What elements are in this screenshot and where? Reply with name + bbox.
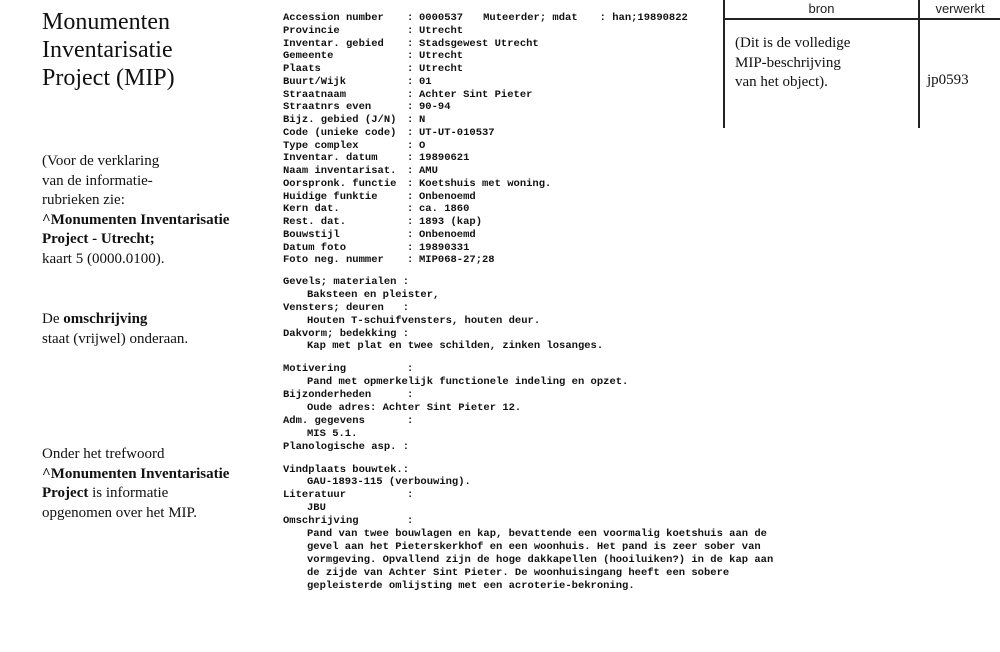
field-label: Bijz. gebied (J/N) [283,114,397,126]
mutator-label: Muteerder; mdat [483,12,578,24]
field-value: 01 [419,75,432,88]
field-separator: : [407,50,414,63]
record-details [283,276,813,592]
field-label: Vindplaats bouwtek.: [283,463,410,476]
description-line: vormgeving. Opvallend zijn de hoge dakkapellen (hooiluiken?) in de kap aan [307,553,774,566]
field-row [283,191,803,204]
field-value: 1893 (kap) [419,216,483,228]
field-separator: : [407,165,414,177]
field-value: JBU [307,502,326,515]
note-line: staat (vrijwel) onderaan. [42,330,189,347]
field-label: Inventar. gebied [283,37,384,50]
field-value: UT-UT-010537 [419,126,495,139]
field-row [283,89,803,102]
field-label: Kern dat. [283,203,340,216]
field-separator: : [407,177,414,190]
field-row [283,363,813,376]
field-separator: : [407,37,414,50]
field-value: N [419,114,426,126]
field-row [283,389,813,402]
field-separator: : [407,363,414,376]
field-label: Plaats [283,63,321,75]
field-separator: : [407,24,414,37]
field-row [283,38,803,51]
field-separator: : [407,63,414,75]
field-separator: : [407,152,414,165]
field-value: Utrecht [419,24,464,37]
field-row [283,140,803,153]
note-line: van de informatie- [42,172,153,189]
reference-link[interactable]: Project [42,485,89,502]
field-value: Koetshuis met woning. [419,177,552,190]
field-separator: : [407,216,414,228]
field-value: 0000537 [419,12,464,24]
field-label: Accession number [283,12,384,24]
record-fields [283,12,803,267]
column-header-verwerkt: verwerkt [935,1,985,16]
field-separator: : [407,515,414,528]
bron-line: (Dit is de volledige [735,35,851,51]
field-separator: : [407,414,414,427]
field-row [283,415,813,428]
description-line: gepleisterde omlijsting met een acroterie-bekroning. [307,579,635,592]
note-text: is informatie [88,485,169,502]
field-row [283,165,803,178]
field-label: Inventar. datum [283,152,378,165]
field-separator: : [407,126,414,139]
field-row [283,515,813,528]
field-value: Baksteen en pleister, [307,288,440,301]
note-line: kaart 5 (0000.0100). [42,250,165,267]
title-line: Inventarisatie [42,37,173,63]
field-row [283,25,803,38]
field-value: 90-94 [419,101,451,114]
field-label: Code (unieke code) [283,126,397,139]
note-text: De [42,311,64,327]
field-label: Literatuur [283,489,347,502]
field-label: Naam inventarisat. [283,165,397,177]
field-label: Rest. dat. [283,216,347,228]
field-label: Straatnrs even [283,101,372,114]
note-line: (Voor de verklaring [42,153,160,169]
field-label: Omschrijving [283,515,359,528]
field-row [283,152,803,165]
field-row [283,229,803,242]
field-row [283,203,803,216]
note-line: Onder het trefwoord [42,446,165,462]
page-title [42,8,262,92]
field-row [283,178,803,191]
field-value: ca. 1860 [419,203,470,216]
reference-link[interactable]: ^Monumenten Inventarisatie [42,211,230,228]
field-label: Gevels; materialen : [283,276,410,288]
field-separator: : [407,139,414,152]
field-separator: : [407,114,414,126]
field-value: 19890621 [419,152,470,165]
field-label: Buurt/Wijk [283,75,347,88]
note-emphasis: omschrijving [63,311,148,327]
field-separator: : [407,203,414,216]
field-value: Onbenoemd [419,228,476,241]
field-row [283,114,803,127]
field-label: Planologische asp. : [283,440,410,453]
keyword-note [42,445,272,523]
field-value: Utrecht [419,50,464,63]
field-row [283,12,803,25]
field-label: Type complex [283,139,359,152]
description-line: gevel aan het Pieterskerkhof en een woonhuis. Het pand is zeer sober van [307,540,761,553]
field-row [283,127,803,140]
field-label: Bijzonderheden [283,389,372,402]
field-row [283,50,803,63]
description-line: de zijde van Achter Sint Pieter. De woonhuisingang heeft een sobere [307,566,730,579]
field-value: Onbenoemd [419,190,476,203]
field-value: AMU [419,165,438,177]
field-label: Vensters; deuren : [283,301,410,314]
field-value: Pand met opmerkelijk functionele indeling en opzet. [307,376,629,389]
title-line: Project (MIP) [42,65,175,91]
bron-line: MIP-beschrijving [735,54,841,71]
field-value: MIP068-27;28 [419,254,495,267]
field-separator: : [407,254,414,267]
field-label: Adm. gegevens [283,414,365,427]
field-label: Foto neg. nummer [283,254,384,267]
field-row [283,76,803,89]
field-separator: : [407,489,414,502]
field-row [283,101,803,114]
field-label: Straatnaam [283,88,347,101]
field-label: Motivering [283,363,347,376]
note-line: opgenomen over het MIP. [42,504,197,521]
field-separator: : [407,190,414,203]
bron-line: van het object). [735,74,828,90]
field-label: Datum foto [283,241,347,254]
field-label: Gemeente [283,50,334,63]
field-value: O [419,139,426,152]
field-label: Dakvorm; bedekking : [283,327,410,340]
field-value: Houten T-schuifvensters, houten deur. [307,314,541,327]
field-value: GAU-1893-115 (verbouwing). [307,476,471,489]
field-separator: : [407,88,414,101]
field-separator: : [407,12,414,24]
reference-link[interactable]: ^Monumenten Inventarisatie [42,465,230,482]
note-line: rubrieken zie: [42,192,125,209]
field-label: Bouwstijl [283,228,340,241]
field-row [283,216,803,229]
field-row [283,489,813,502]
field-label: Oorspronk. functie [283,177,397,190]
field-row [283,242,803,255]
description-location-note [42,310,272,349]
field-value: MIS 5.1. [307,427,358,440]
field-label: Huidige funktie [283,190,378,203]
info-reference-note [42,152,272,270]
description-line: Pand van twee bouwlagen en kap, bevattende een voormalig koetshuis aan de [307,528,767,541]
field-label: Provincie [283,24,340,37]
field-value: Utrecht [419,63,464,75]
field-separator: : [407,389,414,402]
reference-link[interactable]: Project - Utrecht; [42,231,155,248]
field-separator: : [407,75,414,88]
field-separator: : [407,101,414,114]
field-value: Oude adres: Achter Sint Pieter 12. [307,402,522,415]
field-value: Achter Sint Pieter [419,88,533,101]
verwerkt-cell: jp0593 [927,72,969,88]
field-row [283,63,803,76]
field-row [283,254,803,267]
field-separator: : [407,228,414,241]
field-value: Stadsgewest Utrecht [419,37,539,50]
field-value: Kap met plat en twee schilden, zinken losanges. [307,340,604,353]
field-separator: : [407,241,414,254]
title-line: Monumenten [42,9,170,35]
mutator-value: : han;19890822 [599,12,688,24]
field-value: 19890331 [419,241,470,254]
column-header-bron: bron [808,1,835,16]
